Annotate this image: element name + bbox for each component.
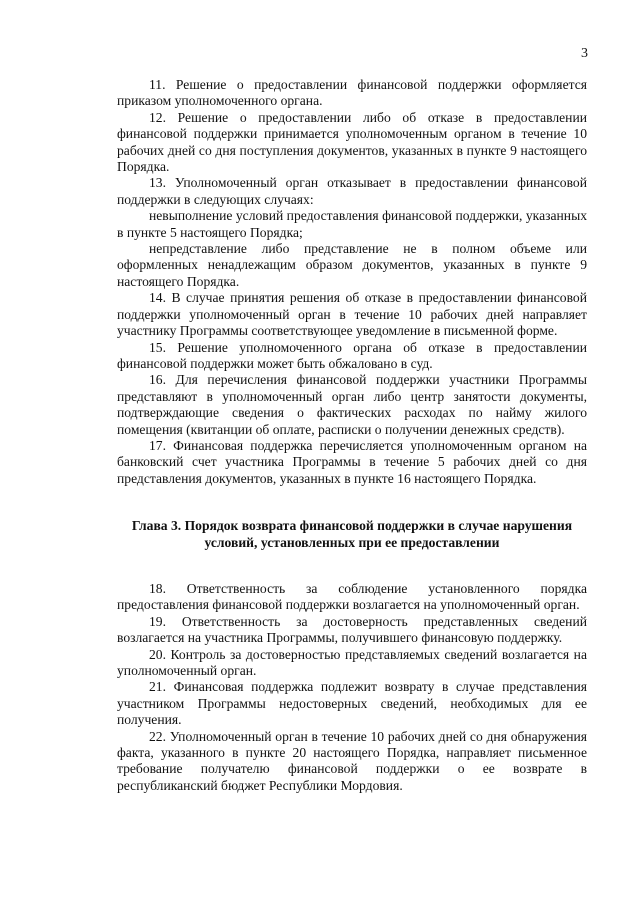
chapter-heading-line-1: Глава 3. Порядок возврата финансовой поддержки в случае нарушения [131, 518, 573, 534]
document-body [117, 77, 587, 794]
paragraph-20: 20. Контроль за достоверностью представляемых сведений возлагается на уполномоченный орган. [117, 646, 587, 678]
paragraph-19: 19. Ответственность за достоверность представленных сведений возлагается на участника Программы, получившего финансовую поддержку. [117, 613, 587, 646]
paragraph-18: 18. Ответственность за соблюдение установленного порядка предоставления финансовой поддержки возлагается на уполномоченный орган. [117, 580, 587, 613]
paragraph-15: 15. Решение уполномоченного органа об отказе в предоставлении финансовой поддержки может быть обжаловано в суд. [117, 339, 587, 371]
section-bottom [117, 581, 587, 794]
paragraph-16: 16. Для перечисления финансовой поддержки участники Программы представляют в уполномоченный орган либо центр занятости документы, подтверждающие сведения о фактических расходах по найму жилого помещения (квитанции об оплате, расписки о получении денежных средств). [117, 372, 587, 437]
paragraph-17: 17. Финансовая поддержка перечисляется уполномоченным органом на банковский счет участника Программы в течение 5 рабочих дней со дня представления документов, указанных в пункте 16 настоящего Порядка. [117, 437, 587, 486]
paragraph-12: 12. Решение о предоставлении либо об отказе в предоставлении финансовой поддержки принимается уполномоченным органом в течение 10 рабочих дней со дня поступления документов, указанных в пункте 9 настоящего Порядка. [117, 109, 587, 175]
paragraph-21: 21. Финансовая поддержка подлежит возврату в случае представления участником Программы недостоверных сведений, необходимых для ее получения. [117, 679, 587, 728]
paragraph-14: 14. В случае принятия решения об отказе в предоставлении финансовой поддержки уполномоченный орган в течение 10 рабочих дней направляет участнику Программы соответствующее уведомление в письменной форме. [117, 290, 587, 339]
paragraph-11: 11. Решение о предоставлении финансовой поддержки оформляется приказом уполномоченного органа. [117, 77, 587, 109]
paragraph-13: 13. Уполномоченный орган отказывает в предоставлении финансовой поддержки в следующих случаях: [117, 175, 587, 207]
paragraph-13-case-1: невыполнение условий предоставления финансовой поддержки, указанных в пункте 5 настоящего Порядка; [117, 208, 587, 240]
page-number: 3 [581, 46, 588, 61]
section-top [117, 77, 587, 487]
chapter-heading [117, 518, 587, 551]
paragraph-13-case-2: непредставление либо представление не в полном объеме или оформленных ненадлежащим образом документов, указанных в пункте 9 настоящего Порядка. [117, 241, 587, 289]
chapter-heading-line-2: условий, установленных при ее предоставлении [204, 534, 500, 550]
paragraph-22: 22. Уполномоченный орган в течение 10 рабочих дней со дня обнаружения факта, указанного в пункте 20 настоящего Порядка, направляет письменное требование получателю финансовой поддержки о ее возврате в республиканский бюджет Республики Мордовия. [117, 728, 587, 793]
